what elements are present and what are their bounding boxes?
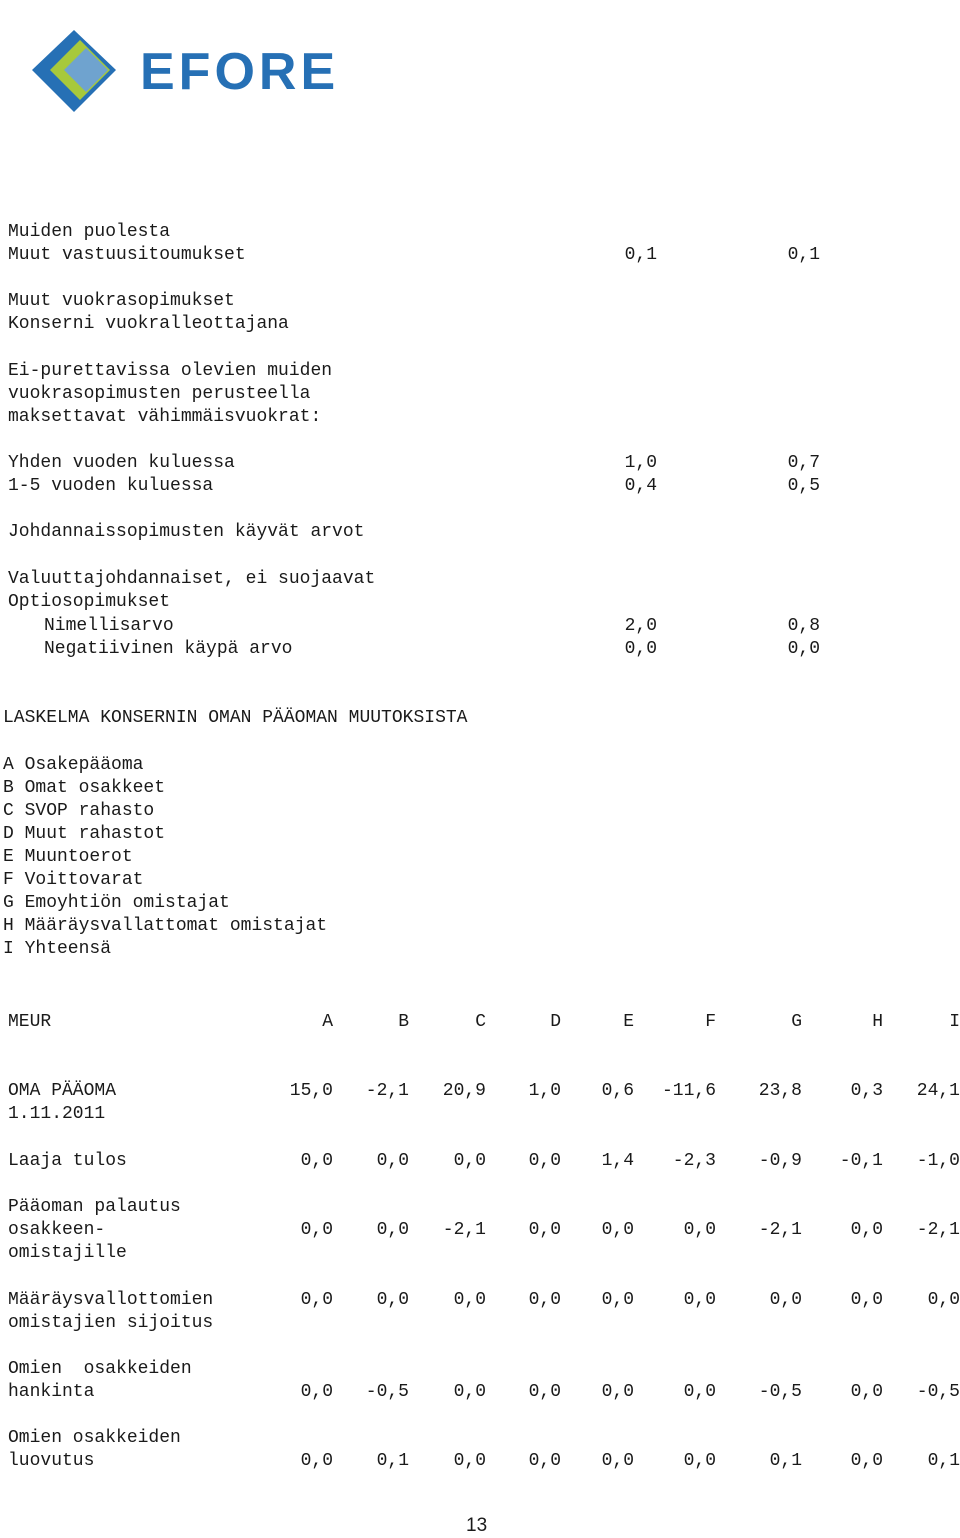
within-year-label: Yhden vuoden kuluessa [8,453,235,473]
logo-wordmark: EFORE [140,43,340,101]
legend-item: D Muut rahastot [3,824,166,844]
one-to-five-value-1: 0,4 [624,476,657,496]
within-year-value-2: 0,7 [787,453,820,473]
table-cell: 0,0 [300,1151,333,1171]
leases-heading: Muut vuokrasopimukset [8,291,235,311]
currency-derivatives-label: Valuuttajohdannaiset, ei suojaavat [8,569,376,589]
table-cell: 0,1 [376,1451,409,1471]
legend-item: E Muuntoerot [3,847,133,867]
table-cell: 0,0 [528,1451,561,1471]
table-cell: -0,1 [839,1151,883,1171]
table-cell: 24,1 [916,1081,960,1101]
table-cell: 1,0 [528,1081,561,1101]
table-cell: -0,9 [758,1151,802,1171]
table-cell: 0,0 [376,1220,409,1240]
negative-fair-value-1: 0,0 [624,639,657,659]
one-to-five-value-2: 0,5 [787,476,820,496]
table-cell: 0,0 [927,1290,960,1310]
table-cell: 0,0 [376,1290,409,1310]
table-cell: -0,5 [916,1382,960,1402]
column-header-c: C [475,1012,486,1032]
legend-item: I Yhteensä [3,939,112,959]
other-liabilities-value-1: 0,1 [624,245,657,265]
min-rent-line: Ei-purettavissa olevien muiden [8,361,333,381]
negative-fair-label: Negatiivinen käypä arvo [44,639,293,659]
column-header-i: I [949,1012,960,1032]
table-cell: -2,1 [758,1220,802,1240]
column-header-e: E [623,1012,634,1032]
table-cell: 0,1 [769,1451,802,1471]
page-number: 13 [466,1515,488,1536]
table-cell: 0,6 [601,1081,634,1101]
table-cell: -2,3 [672,1151,716,1171]
table-cell: 0,0 [528,1382,561,1402]
legend-item: C SVOP rahasto [3,801,155,821]
efore-logo [30,28,380,118]
nominal-label: Nimellisarvo [44,616,174,636]
table-cell: 0,0 [769,1290,802,1310]
table-cell: -2,1 [916,1220,960,1240]
table-cell: -0,5 [758,1382,802,1402]
table-cell: 23,8 [758,1081,802,1101]
table-cell: 0,0 [601,1220,634,1240]
column-header-a: A [322,1012,333,1032]
equity-statement-title: LASKELMA KONSERNIN OMAN PÄÄOMAN MUUTOKSISTA [3,708,468,728]
min-rent-line: maksettavat vähimmäisvuokrat: [8,407,322,427]
table-cell: 0,0 [683,1451,716,1471]
row-label: Omien osakkeiden [8,1359,192,1379]
row-label: 1.11.2011 [8,1104,106,1124]
table-cell: 0,0 [683,1220,716,1240]
options-heading: Optiosopimukset [8,592,171,612]
table-cell: 0,0 [453,1151,486,1171]
nominal-value-1: 2,0 [624,616,657,636]
row-label: osakkeen- [8,1220,106,1240]
table-cell: 0,0 [300,1290,333,1310]
column-header-f: F [705,1012,716,1032]
table-cell: 0,1 [927,1451,960,1471]
other-liabilities-value-2: 0,1 [787,245,820,265]
derivatives-heading: Johdannaissopimusten käyvät arvot [8,522,365,542]
legend-item: H Määräysvallattomat omistajat [3,916,328,936]
column-header-b: B [398,1012,409,1032]
table-cell: 1,4 [601,1151,634,1171]
other-liabilities-label: Muut vastuusitoumukset [8,245,246,265]
table-cell: 0,0 [300,1451,333,1471]
table-cell: 0,3 [850,1081,883,1101]
unit-label: MEUR [8,1012,52,1032]
min-rent-line: vuokrasopimusten perusteella [8,384,311,404]
legend-item: F Voittovarat [3,870,144,890]
row-label: Omien osakkeiden [8,1428,181,1448]
logo-diamond-icon [30,28,130,118]
row-label: OMA PÄÄOMA [8,1081,117,1101]
table-cell: 0,0 [528,1151,561,1171]
legend-item: G Emoyhtiön omistajat [3,893,230,913]
nominal-value-2: 0,8 [787,616,820,636]
table-cell: 0,0 [850,1290,883,1310]
row-label: omistajien sijoitus [8,1313,214,1333]
table-cell: 0,0 [528,1290,561,1310]
table-cell: 0,0 [300,1220,333,1240]
row-label: hankinta [8,1382,95,1402]
legend-item: B Omat osakkeet [3,778,166,798]
row-label: omistajille [8,1243,127,1263]
row-label: Pääoman palautus [8,1197,181,1217]
table-cell: -2,1 [442,1220,486,1240]
negative-fair-value-2: 0,0 [787,639,820,659]
table-cell: -11,6 [661,1081,716,1101]
column-header-d: D [550,1012,561,1032]
table-cell: 0,0 [601,1451,634,1471]
table-cell: 0,0 [683,1290,716,1310]
others-heading: Muiden puolesta [8,222,171,242]
table-cell: 0,0 [300,1382,333,1402]
row-label: Laaja tulos [8,1151,127,1171]
table-cell: 0,0 [528,1220,561,1240]
table-cell: 15,0 [289,1081,333,1101]
table-cell: 0,0 [850,1220,883,1240]
table-cell: 0,0 [453,1290,486,1310]
table-cell: 0,0 [850,1382,883,1402]
table-cell: 0,0 [601,1290,634,1310]
table-cell: 0,0 [850,1451,883,1471]
column-header-g: G [791,1012,802,1032]
within-year-value-1: 1,0 [624,453,657,473]
table-cell: 0,0 [453,1382,486,1402]
table-cell: -0,5 [365,1382,409,1402]
row-label: Määräysvallottomien [8,1290,214,1310]
table-cell: -1,0 [916,1151,960,1171]
one-to-five-label: 1-5 vuoden kuluessa [8,476,214,496]
table-cell: 0,0 [601,1382,634,1402]
lessee-heading: Konserni vuokralleottajana [8,314,289,334]
legend-item: A Osakepääoma [3,755,144,775]
row-label: luovutus [8,1451,95,1471]
table-cell: -2,1 [365,1081,409,1101]
table-cell: 0,0 [453,1451,486,1471]
table-cell: 0,0 [376,1151,409,1171]
table-cell: 20,9 [442,1081,486,1101]
column-header-h: H [872,1012,883,1032]
table-cell: 0,0 [683,1382,716,1402]
